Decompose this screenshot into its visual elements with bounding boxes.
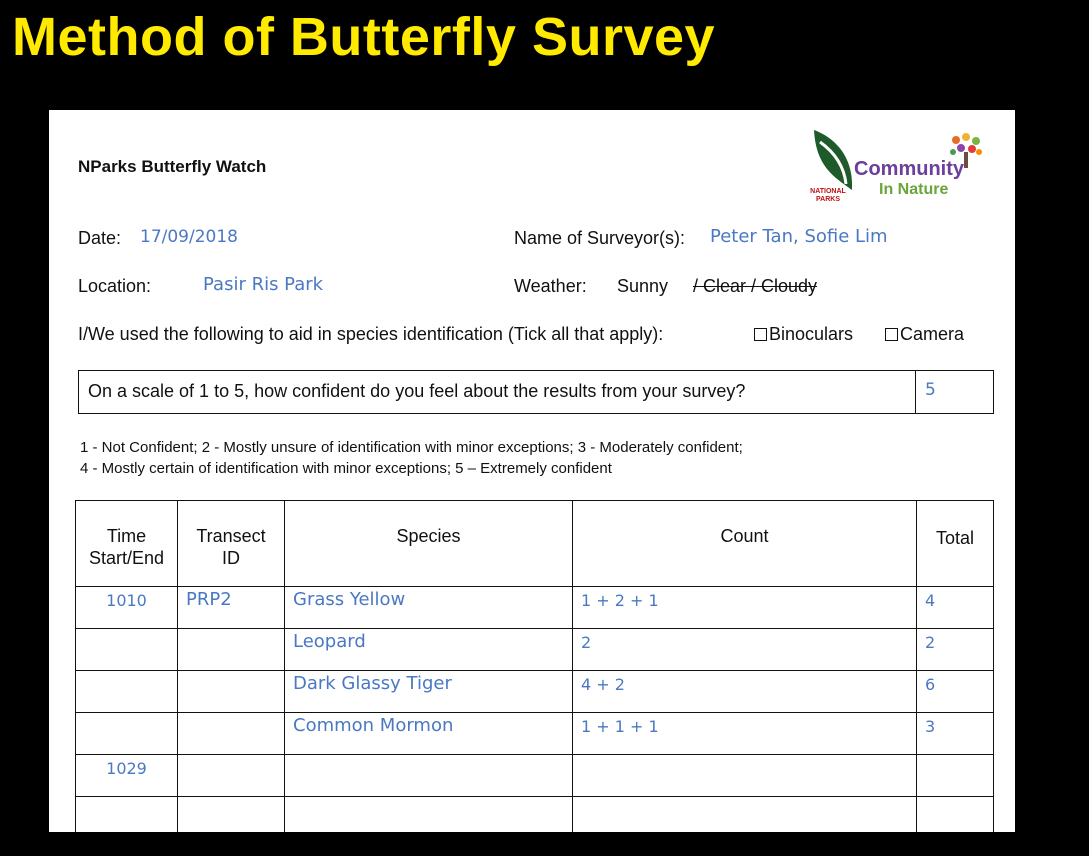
aid-option-camera[interactable]: Camera xyxy=(885,324,964,345)
confidence-question: On a scale of 1 to 5, how confident do you feel about the results from your survey? xyxy=(88,381,746,401)
table-row xyxy=(76,713,994,755)
cell-species xyxy=(285,755,573,797)
logo-text-community: Community xyxy=(854,158,964,180)
confidence-value: 5 xyxy=(925,380,936,400)
table-row xyxy=(76,629,994,671)
header-time: Time Start/End xyxy=(76,501,178,587)
cell-count xyxy=(573,755,917,797)
cell-total: 6 xyxy=(917,671,994,713)
scale-note-line1: 1 - Not Confident; 2 - Mostly unsure of identification with minor exceptions; 3 - Moderately confident; xyxy=(80,439,743,456)
weather-selected: Sunny xyxy=(617,276,669,296)
location-label: Location: xyxy=(78,276,152,296)
surveyor-label: Name of Surveyor(s): xyxy=(514,228,686,248)
cell-transect xyxy=(178,713,285,755)
table-row xyxy=(76,797,994,833)
surveyor-value: Peter Tan, Sofie Lim xyxy=(710,226,888,247)
community-in-nature-logo xyxy=(804,128,989,208)
table-row xyxy=(76,671,994,713)
aid-option-binoculars[interactable]: Binoculars xyxy=(754,324,853,345)
date-value: 17/09/2018 xyxy=(140,227,238,247)
form-heading: NParks Butterfly Watch xyxy=(78,157,267,176)
cell-count: 4 + 2 xyxy=(573,671,917,713)
survey-form-sheet xyxy=(49,110,1015,832)
slide-title: Method of Butterfly Survey xyxy=(12,7,716,67)
weather-label: Weather: xyxy=(514,276,587,296)
cell-time: 1029 xyxy=(76,755,178,797)
cell-total: 2 xyxy=(917,629,994,671)
cell-species: Common Mormon xyxy=(285,713,573,755)
cell-count: 1 + 1 + 1 xyxy=(573,713,917,755)
cell-time: 1010 xyxy=(76,587,178,629)
aid-instruction: I/We used the following to aid in species identification (Tick all that apply): xyxy=(78,324,664,344)
header-transect: Transect ID xyxy=(178,501,285,587)
cell-transect: PRP2 xyxy=(178,587,285,629)
cell-species xyxy=(285,797,573,833)
date-label: Date: xyxy=(78,228,122,248)
scale-note-line2: 4 - Mostly certain of identification with minor exceptions; 5 – Extremely confident xyxy=(80,460,612,477)
cell-total: 3 xyxy=(917,713,994,755)
cell-transect xyxy=(178,629,285,671)
logo-text-in-nature: In Nature xyxy=(879,181,949,198)
checkbox-binoculars[interactable] xyxy=(754,328,767,341)
cell-transect xyxy=(178,755,285,797)
cell-species: Grass Yellow xyxy=(285,587,573,629)
cell-species: Leopard xyxy=(285,629,573,671)
survey-table xyxy=(75,500,994,832)
header-count: Count xyxy=(573,501,917,587)
cell-count: 2 xyxy=(573,629,917,671)
cell-time xyxy=(76,629,178,671)
weather-struck-options: / Clear / Cloudy xyxy=(693,276,818,296)
cell-time xyxy=(76,713,178,755)
header-species: Species xyxy=(285,501,573,587)
logo-text-national-parks: NATIONAL PARKS xyxy=(810,188,846,203)
location-value: Pasir Ris Park xyxy=(203,274,324,295)
cell-time xyxy=(76,671,178,713)
cell-total xyxy=(917,755,994,797)
cell-count xyxy=(573,797,917,833)
checkbox-camera[interactable] xyxy=(885,328,898,341)
table-row xyxy=(76,755,994,797)
cell-transect xyxy=(178,797,285,833)
cell-species: Dark Glassy Tiger xyxy=(285,671,573,713)
cell-transect xyxy=(178,671,285,713)
cell-total xyxy=(917,797,994,833)
cell-count: 1 + 2 + 1 xyxy=(573,587,917,629)
cell-time xyxy=(76,797,178,833)
cell-total: 4 xyxy=(917,587,994,629)
header-total: Total xyxy=(917,501,994,587)
table-row xyxy=(76,587,994,629)
